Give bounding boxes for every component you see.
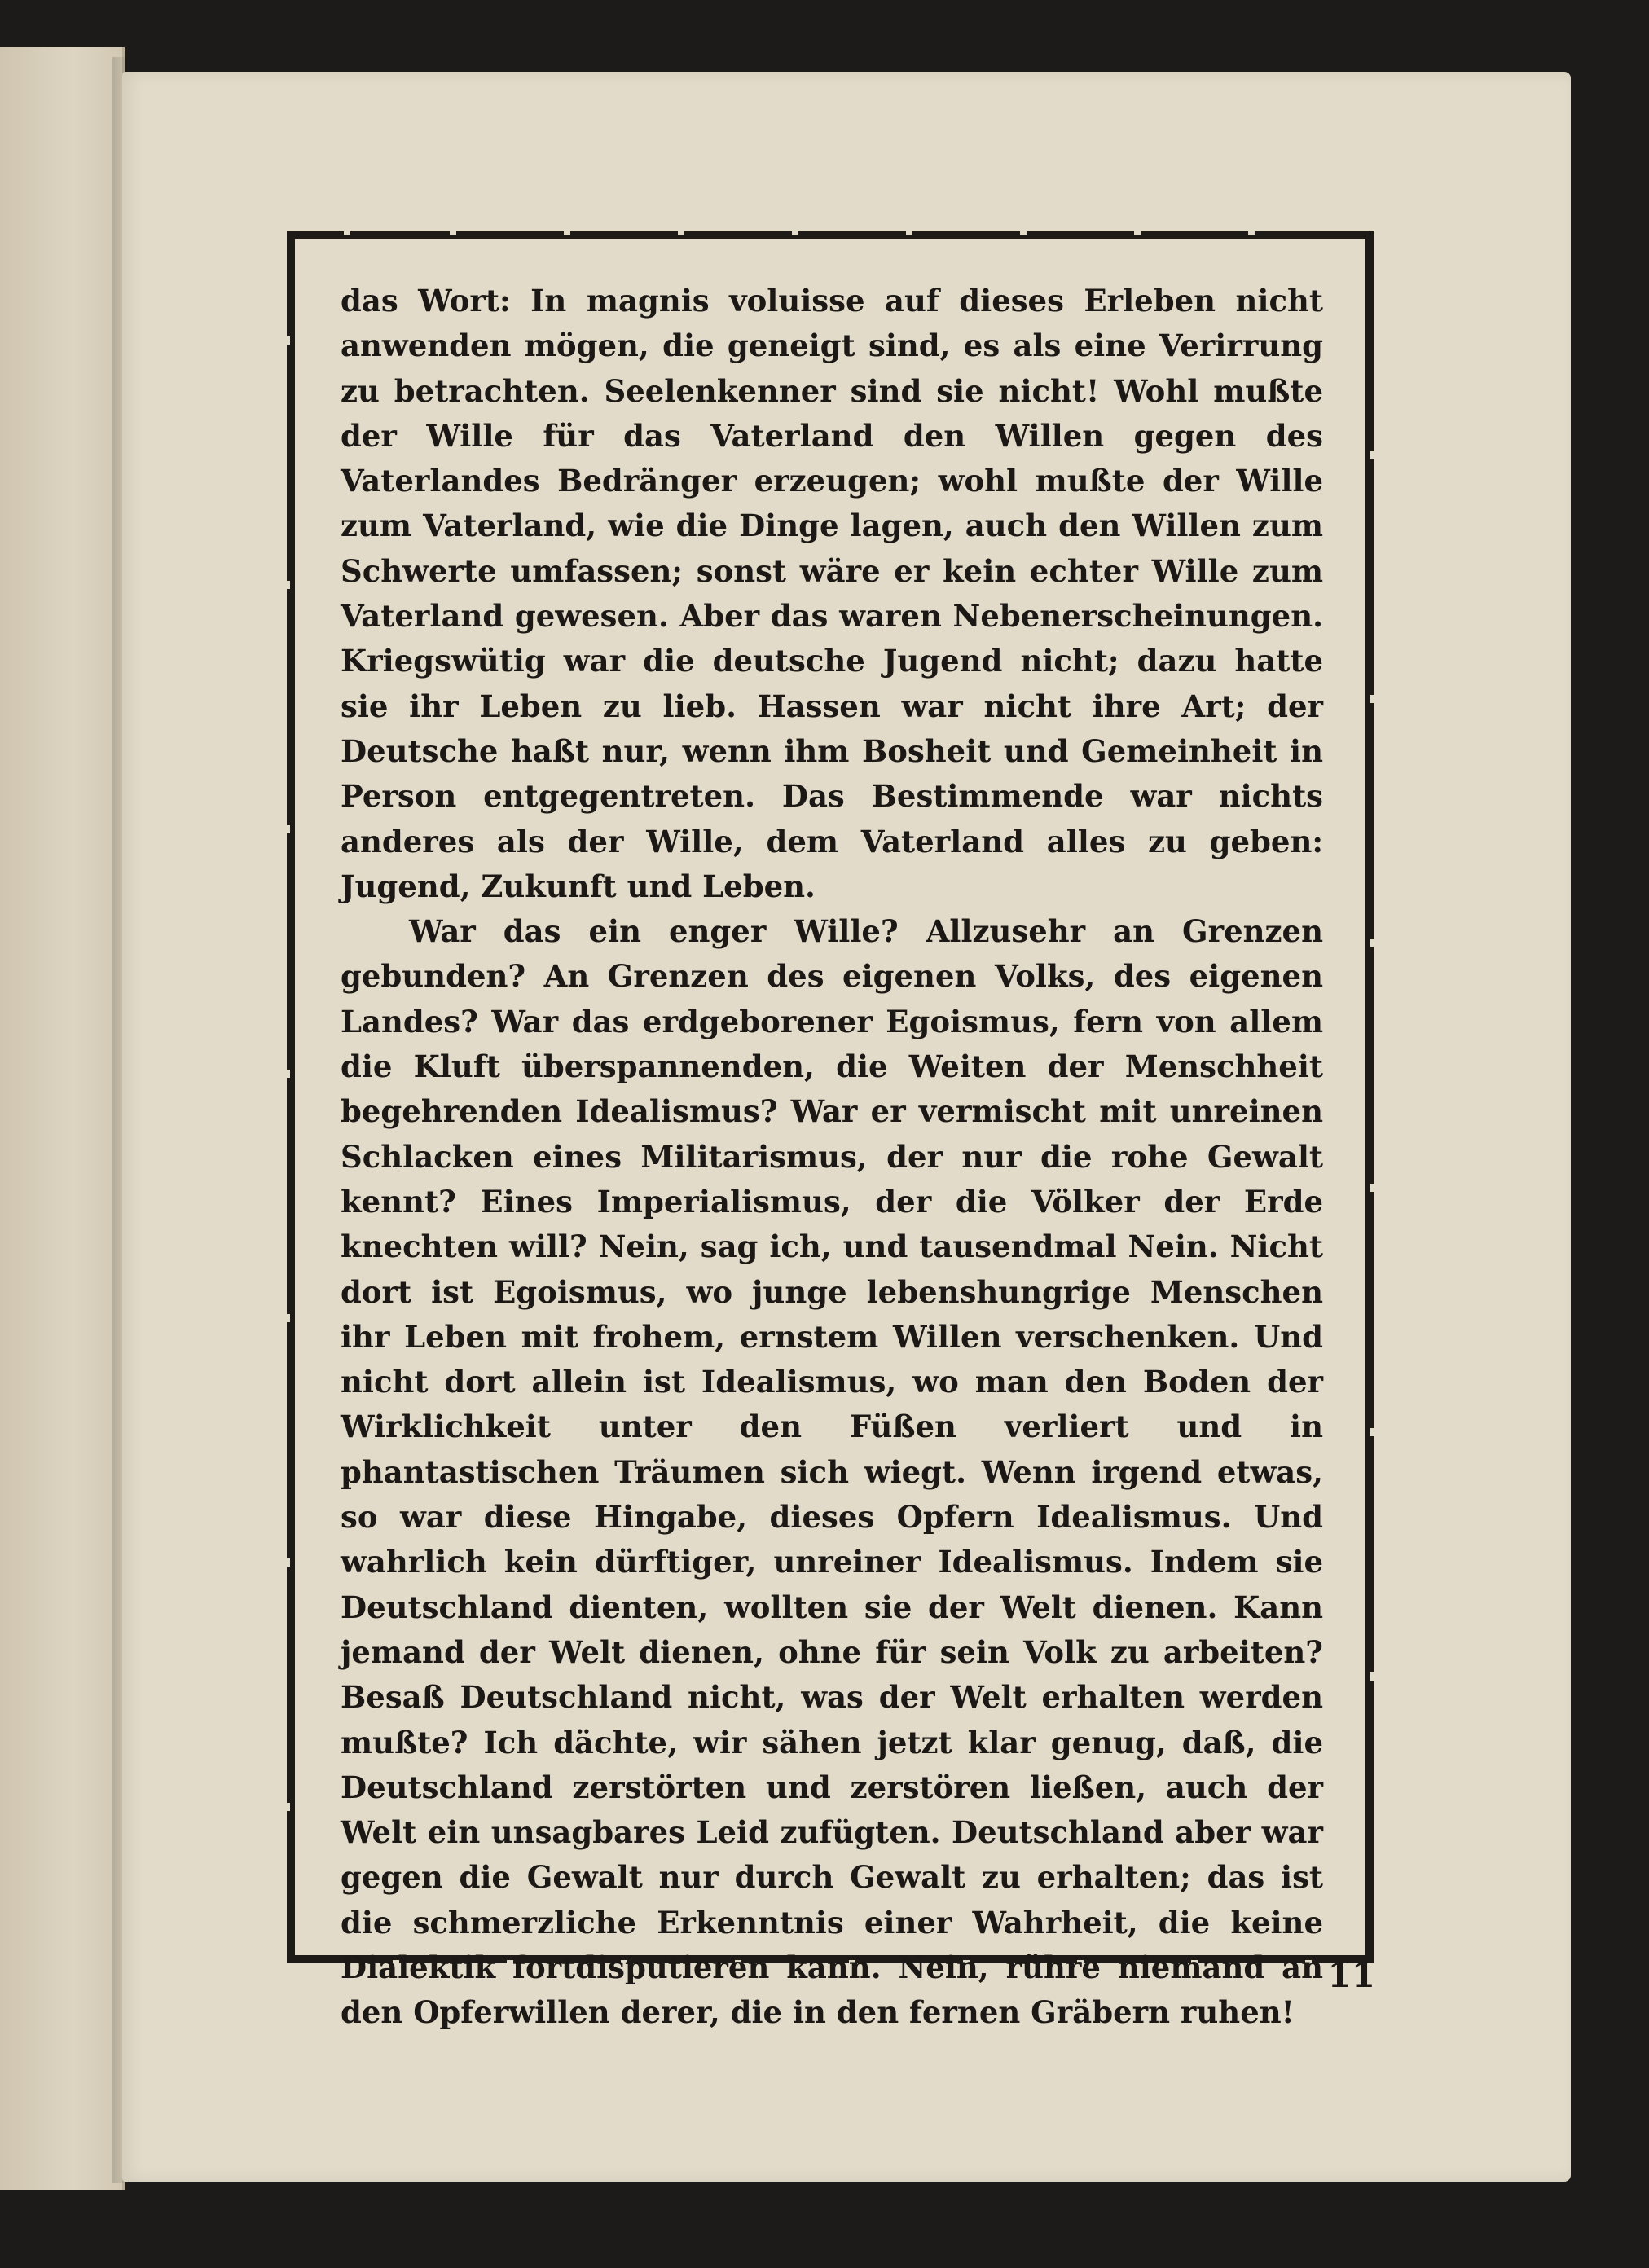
paragraph: War das ein enger Wille? Allzusehr an Grenzen gebunden? An Grenzen des eigenen Volks, des eigenen Landes? War das erdgeborener Egoismus, fern von allem die Kluft überspannenden, die Weiten der Menschheit begehrenden Idealismus? War er vermischt mit unreinen Schlacken eines Militarismus, der nur die rohe Gewalt kennt? Eines Imperialismus, der die Völker der Erde knechten will? Nein, sag ich, und tausendmal Nein. Nicht dort ist Egoismus, wo junge lebenshungrige Menschen ihr Leben mit frohem, ernstem Willen verschenken. Und nicht dort allein ist Idealismus, wo man den Boden der Wirklichkeit unter den Füßen verliert und in phantastischen Träumen sich wiegt. Wenn irgend etwas, so war diese Hingabe, dieses Opfern Idealismus. Und wahrlich kein dürftiger, unreiner Idealismus. Indem sie Deutschland dienten, wollten sie der Welt dienen. Kann jemand der Welt dienen, ohne für sein Volk zu arbeiten? Besaß Deutschland nicht, was der Welt erhalten werden mußte? Ich dächte, wir sähen jetzt klar genug, daß, die Deutschland zerstörten und zerstören ließen, auch der Welt ein unsagbares Leid zufügten. Deutschland aber war gegen die Gewalt nur durch Gewalt zu erhalten; das ist die schmerzliche Erkenntnis einer Wahrheit, die keine Dialektik fortdisputieren kann. Nein, rühre niemand an den Opferwillen derer, die in den fernen Gräbern ruhen!	[341, 913, 1323, 2031]
page-number: 11	[1327, 1955, 1375, 1995]
left-page-edge	[0, 47, 125, 2190]
body-text	[341, 279, 1323, 2031]
paragraph: das Wort: In magnis voluisse auf dieses Erleben nicht anwenden mögen, die geneigt sind, es als eine Verirrung zu betrachten. Seelenkenner sind sie nicht! Wohl mußte der Wille für das Vaterland den Willen gegen des Vaterlandes Bedränger erzeugen; wohl mußte der Wille zum Vaterland, wie die Dinge lagen, auch den Willen zum Schwerte umfassen; sonst wäre er kein echter Wille zum Vaterland gewesen. Aber das waren Nebenerscheinungen. Kriegswütig war die deutsche Jugend nicht; dazu hatte sie ihr Leben zu lieb. Hassen war nicht ihre Art; der Deutsche haßt nur, wenn ihm Bosheit und Gemeinheit in Person entgegentreten. Das Bestimmende war nichts anderes als der Wille, dem Vaterland alles zu geben: Jugend, Zukunft und Leben.	[341, 283, 1323, 904]
